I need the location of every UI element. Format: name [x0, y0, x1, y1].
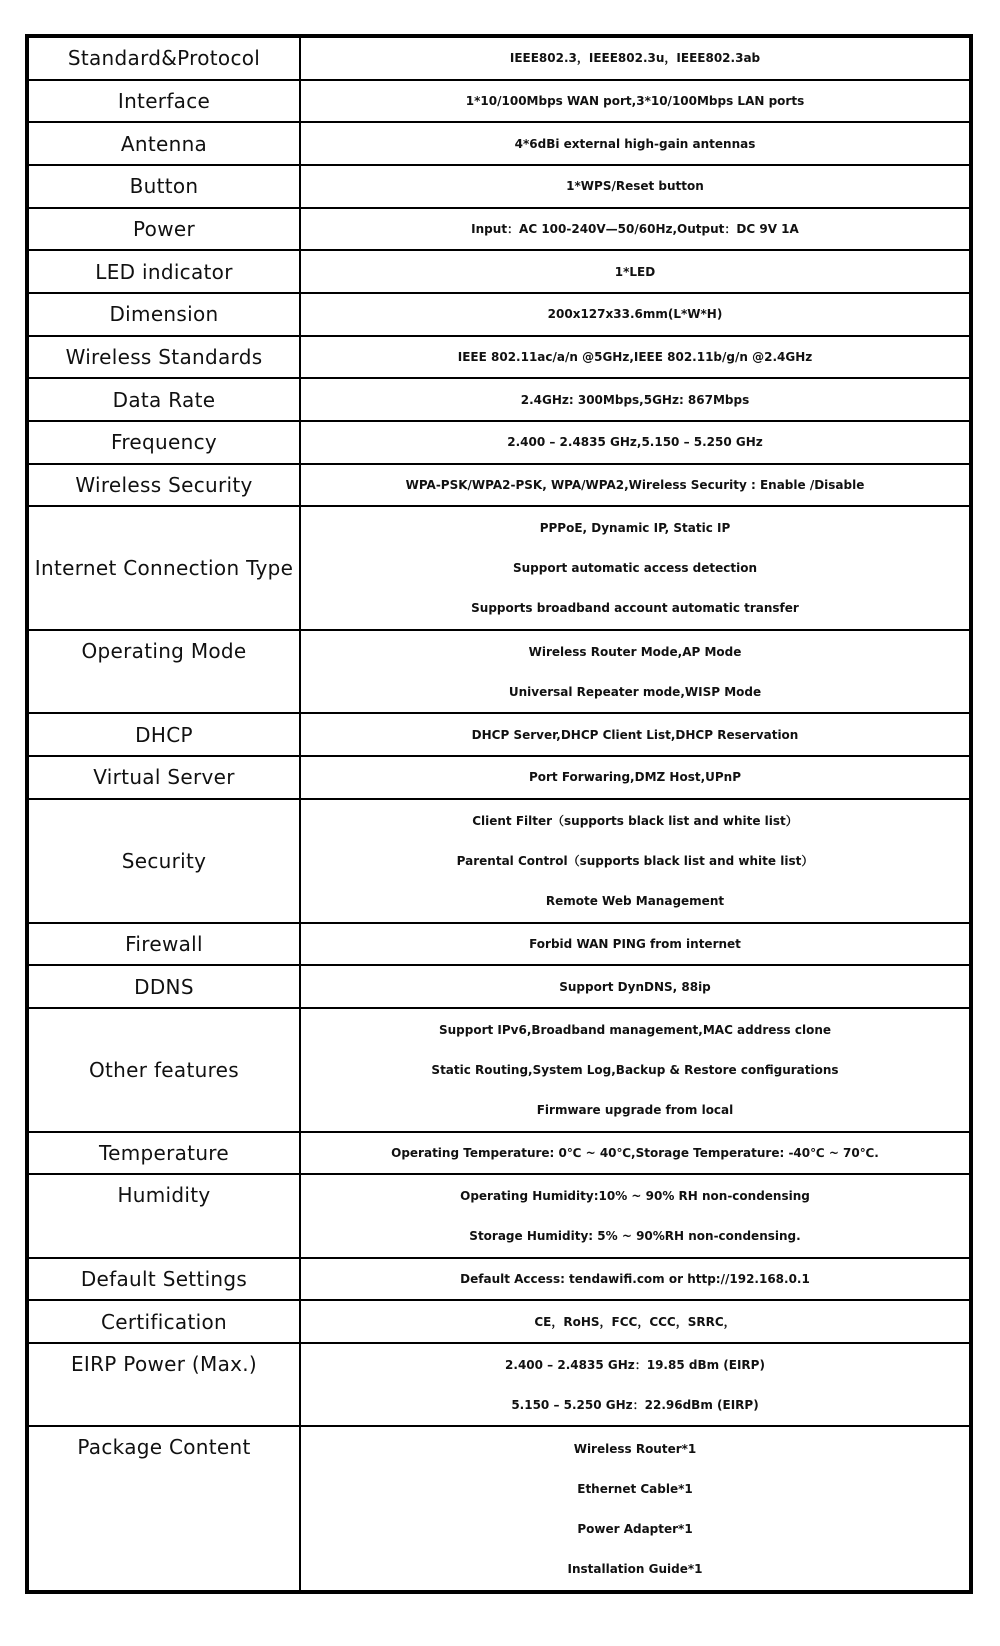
spec-value-line: CE，RoHS，FCC，CCC，SRRC，: [534, 1314, 736, 1329]
spec-value: [300, 713, 969, 756]
spec-value: [300, 293, 969, 336]
spec-value-line: Supports broadband account automatic transfer: [471, 601, 799, 616]
spec-value-line: Operating Temperature: 0℃ ~ 40℃,Storage Temperature: -40℃ ~ 70℃.: [391, 1146, 879, 1161]
spec-value: [300, 923, 969, 966]
spec-value: [300, 208, 969, 251]
spec-label: DHCP: [29, 713, 300, 756]
spec-value-line: 2.4GHz: 300Mbps,5GHz: 867Mbps: [520, 392, 750, 407]
spec-value: [300, 756, 969, 799]
spec-value-line: WPA-PSK/WPA2-PSK, WPA/WPA2,Wireless Security : Enable /Disable: [405, 477, 865, 492]
spec-value-line: Wireless Router*1: [573, 1441, 697, 1456]
spec-value-line: Storage Humidity: 5% ~ 90%RH non-condensing.: [469, 1229, 801, 1244]
spec-value-line: Client Filter（supports black list and white list）: [472, 813, 798, 828]
spec-value: [300, 38, 969, 80]
spec-value-line: 1*10/100Mbps WAN port,3*10/100Mbps LAN ports: [465, 93, 805, 108]
spec-value-line: Universal Repeater mode,WISP Mode: [508, 684, 762, 699]
spec-row: [29, 799, 969, 923]
spec-value: [300, 1174, 969, 1257]
spec-row: [29, 38, 969, 80]
spec-row: [29, 965, 969, 1008]
spec-value: [300, 1258, 969, 1301]
spec-label: Dimension: [29, 293, 300, 336]
spec-value-line: 2.400 – 2.4835 GHz,5.150 – 5.250 GHz: [507, 435, 763, 450]
spec-value-line: Support automatic access detection: [512, 561, 758, 576]
spec-row: [29, 1343, 969, 1426]
spec-value-line: Remote Web Management: [545, 893, 725, 908]
spec-value-line: Firmware upgrade from local: [536, 1102, 734, 1117]
spec-row: [29, 378, 969, 421]
spec-label: DDNS: [29, 965, 300, 1008]
spec-table-body: [29, 38, 969, 1590]
spec-value: [300, 122, 969, 165]
spec-value: [300, 250, 969, 293]
spec-value-line: Operating Humidity:10% ~ 90% RH non-condensing: [460, 1189, 810, 1204]
spec-row: [29, 1258, 969, 1301]
spec-value-line: 1*WPS/Reset button: [566, 179, 704, 194]
spec-label: Virtual Server: [29, 756, 300, 799]
spec-row: [29, 122, 969, 165]
spec-value: [300, 165, 969, 208]
spec-label: Frequency: [29, 421, 300, 464]
spec-value: [300, 421, 969, 464]
spec-value-line: Forbid WAN PING from internet: [529, 936, 741, 951]
spec-label: Humidity: [29, 1174, 300, 1257]
spec-label: Firewall: [29, 923, 300, 966]
spec-value-line: Support DynDNS, 88ip: [559, 979, 711, 994]
spec-label: Temperature: [29, 1132, 300, 1175]
spec-label: Security: [29, 799, 300, 923]
spec-row: [29, 630, 969, 713]
spec-value: [300, 1132, 969, 1175]
spec-value-line: PPPoE, Dynamic IP, Static IP: [539, 521, 731, 536]
spec-label: Certification: [29, 1300, 300, 1343]
spec-label: Standard&Protocol: [29, 38, 300, 80]
spec-row: [29, 1008, 969, 1132]
spec-value: [300, 1343, 969, 1426]
spec-label: Internet Connection Type: [29, 506, 300, 630]
spec-value-line: Input：AC 100-240V—50/60Hz,Output：DC 9V 1A: [471, 221, 799, 236]
spec-value-line: Installation Guide*1: [567, 1561, 703, 1576]
spec-row: [29, 421, 969, 464]
spec-row: [29, 923, 969, 966]
spec-value: [300, 506, 969, 630]
spec-label: Power: [29, 208, 300, 251]
spec-value: [300, 336, 969, 379]
spec-label: Default Settings: [29, 1258, 300, 1301]
spec-row: [29, 165, 969, 208]
spec-value: [300, 1426, 969, 1590]
spec-value-line: 5.150 – 5.250 GHz：22.96dBm (EIRP): [511, 1397, 759, 1412]
spec-value-line: IEEE 802.11ac/a/n @5GHz,IEEE 802.11b/g/n @2.4GHz: [457, 349, 813, 364]
spec-value: [300, 1008, 969, 1132]
spec-value: [300, 464, 969, 507]
spec-row: [29, 1300, 969, 1343]
spec-value-line: Wireless Router Mode,AP Mode: [528, 644, 742, 659]
spec-value: [300, 1300, 969, 1343]
spec-row: [29, 80, 969, 123]
spec-value: [300, 965, 969, 1008]
spec-value-line: 4*6dBi external high-gain antennas: [514, 136, 756, 151]
spec-value-line: DHCP Server,DHCP Client List,DHCP Reservation: [471, 727, 799, 742]
spec-value-line: Port Forwaring,DMZ Host,UPnP: [528, 770, 742, 785]
spec-row: [29, 336, 969, 379]
spec-label: Wireless Security: [29, 464, 300, 507]
spec-row: [29, 1174, 969, 1257]
spec-row: [29, 506, 969, 630]
spec-value: [300, 799, 969, 923]
spec-value-line: IEEE802.3，IEEE802.3u，IEEE802.3ab: [509, 51, 761, 66]
spec-label: EIRP Power (Max.): [29, 1343, 300, 1426]
spec-label: Other features: [29, 1008, 300, 1132]
spec-label: Button: [29, 165, 300, 208]
spec-table-frame: [25, 34, 973, 1594]
spec-value-line: Support IPv6,Broadband management,MAC address clone: [438, 1022, 832, 1037]
spec-value: [300, 378, 969, 421]
spec-row: [29, 464, 969, 507]
spec-value-line: 2.400 – 2.4835 GHz：19.85 dBm (EIRP): [505, 1357, 765, 1372]
spec-label: Interface: [29, 80, 300, 123]
spec-value: [300, 630, 969, 713]
spec-row: [29, 293, 969, 336]
spec-value-line: Ethernet Cable*1: [577, 1481, 693, 1496]
spec-row: [29, 756, 969, 799]
spec-label: Operating Mode: [29, 630, 300, 713]
spec-value: [300, 80, 969, 123]
spec-label: Wireless Standards: [29, 336, 300, 379]
spec-label: Antenna: [29, 122, 300, 165]
spec-value-line: Static Routing,System Log,Backup & Restore configurations: [431, 1062, 839, 1077]
spec-row: [29, 208, 969, 251]
spec-row: [29, 1132, 969, 1175]
spec-table: [29, 38, 969, 1590]
spec-label: Data Rate: [29, 378, 300, 421]
spec-row: [29, 250, 969, 293]
spec-label: LED indicator: [29, 250, 300, 293]
spec-row: [29, 1426, 969, 1590]
spec-value-line: 1*LED: [614, 264, 656, 279]
spec-label: Package Content: [29, 1426, 300, 1590]
spec-value-line: 200x127x33.6mm(L*W*H): [547, 307, 723, 322]
spec-value-line: Power Adapter*1: [577, 1521, 693, 1536]
spec-row: [29, 713, 969, 756]
spec-value-line: Default Access: tendawifi.com or http://192.168.0.1: [460, 1272, 810, 1287]
spec-value-line: Parental Control（supports black list and white list）: [456, 853, 814, 868]
